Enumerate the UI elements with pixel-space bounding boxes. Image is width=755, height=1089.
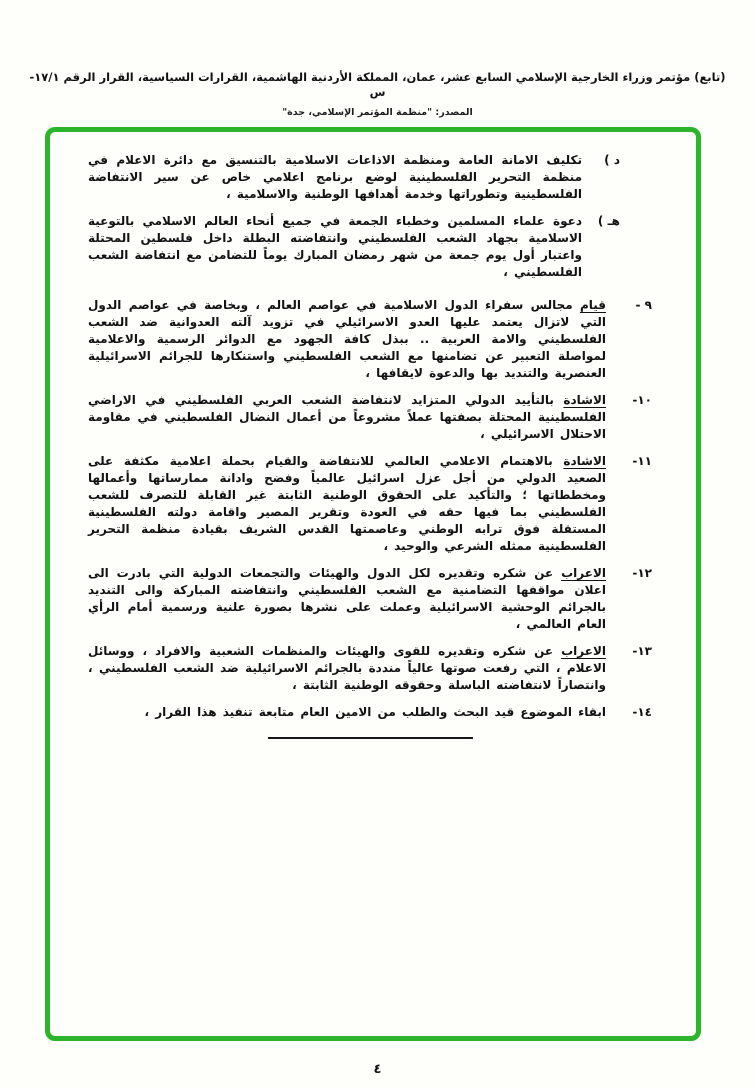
item-marker: ١٢-: [632, 566, 652, 580]
item-marker: د ): [604, 153, 620, 167]
item-text: [88, 297, 606, 382]
page-number: ٤: [373, 1062, 382, 1077]
item-text: [88, 213, 582, 281]
item-text: [88, 392, 606, 443]
item-marker: ١٤-: [632, 705, 652, 719]
item-text: [88, 643, 606, 694]
item-body: مجالس سفراء الدول الاسلامية في عواصم العالم ، وبخاصة في عواصم الدول التي لاتزال يعتمد عليها العدو الاسرائيلي في تزويد آلته العدوانية ضد الشعب الفلسطيني والامة العربية .. ببذل كافة الجهود مع الدوائر الرسمية والاعلامية لمواصلة التعبير عن تضامنها مع الشعب الفلسطيني واستنكارها للجرائم الاسرائيلية العنصرية والتنديد بها والدعوة لايقافها ،: [88, 298, 606, 380]
item-text: [88, 453, 606, 555]
list-item-9: [88, 297, 652, 382]
item-body: تكليف الامانة العامة ومنظمة الاذاعات الاسلامية بالتنسيق مع دائرة الاعلام في منظمة التحرير الفلسطينية لوضع برنامج اعلامي خاص عن سير الانتفاضة الفلسطينية وتطوراتها وخدمة أهدافها الوطنية والاسلامية ،: [88, 153, 582, 201]
item-lead: الاعراب: [561, 566, 606, 580]
item-lead: قيام: [579, 298, 606, 312]
item-lead: الاعراب: [561, 644, 606, 658]
item-marker: ١٠-: [632, 393, 652, 407]
item-body: ابقاء الموضوع قيد البحث والطلب من الامين العام متابعة تنفيذ هذا القرار ،: [144, 705, 606, 719]
item-marker: ١١-: [632, 454, 652, 468]
item-body: عن شكره وتقديره للقوى والهيئات والمنظمات الشعبية والافراد ، ووسائل الاعلام ، التي رفعت صوتها عالياً منددة بالجرائم الاسرائيلية ضد الشعب الفلسطيني ، وانتصاراً لانتفاضته الباسلة وحقوقه الوطنية الثابتة ،: [88, 644, 606, 692]
item-marker: هـ ): [597, 214, 620, 228]
item-body: بالاهتمام الاعلامي العالمي للانتفاضة والقيام بحملة اعلامية مكثفة على الصعيد الدولي من أجل عزل اسرائيل عالمياً وفضح وادانة ممارساتها وأعمالها ومخططاتها ؛ والتأكيد على الحقوق الوطنية الثابتة غير القابلة للتصرف للشعب الفلسطيني بما فيها حقه في العودة وتقرير المصير واقامة دولته الفلسطينية المستقلة فوق ترابه الوطني وعاصمتها القدس الشريف بقيادة منظمة التحرير الفلسطينية ممثله الشرعي والوحيد ،: [88, 454, 606, 553]
list-item-12: [88, 565, 652, 633]
item-body: بالتأييد الدولي المتزايد لانتفاضة الشعب العربي الفلسطيني في الاراضي الفلسطينية المحتلة بصفتها عملاً مشروعاً من أعمال النضال الفلسطيني في مقاومة الاحتلال الاسرائيلي ،: [88, 393, 606, 441]
list-item-10: [88, 392, 652, 443]
list-item-14: [88, 704, 652, 721]
item-text: [88, 152, 582, 203]
list-item-d: [88, 152, 620, 203]
item-text: [88, 565, 606, 633]
item-lead: الاشادة: [563, 393, 606, 407]
list-item-13: [88, 643, 652, 694]
document-header: (تابع) مؤتمر وزراء الخارجية الإسلامي السابع عشر، عمان، المملكة الأردنية الهاشمية، القرارات السياسية، القرار الرقم ١٧/١-س: [29, 70, 726, 99]
item-text: [88, 704, 606, 721]
item-body: دعوة علماء المسلمين وخطباء الجمعة في جميع أنحاء العالم الاسلامي بالتوعية الاسلامية بجهاد الشعب الفلسطيني وانتفاضته البطلة داخل فلسطين المحتلة واعتبار أول يوم جمعة من شهر رمضان المبارك يوماً للتضامن مع انتفاضة الشعب الفلسطيني ،: [88, 214, 582, 279]
item-body: عن شكره وتقديره لكل الدول والهيئات والتجمعات الدولية التي بادرت الى اعلان مواقفها التضامنية مع الشعب الفلسطيني وانتفاضته المباركة والى التنديد بالجرائم الوحشية الاسرائيلية وعملت على نشرها بصورة علنية ورسمية أمام الرأي العام العالمي ،: [88, 566, 606, 631]
highlight-border-box: [45, 127, 701, 1041]
item-marker: ٩ -: [635, 298, 652, 312]
item-lead: الاشادة: [563, 454, 606, 468]
list-item-h: [88, 213, 620, 281]
section-divider: [268, 737, 473, 739]
list-item-11: [88, 453, 652, 555]
item-marker: ١٣-: [632, 644, 652, 658]
document-source-line: المصدر: "منظمة المؤتمر الإسلامي، جدة": [282, 107, 473, 118]
